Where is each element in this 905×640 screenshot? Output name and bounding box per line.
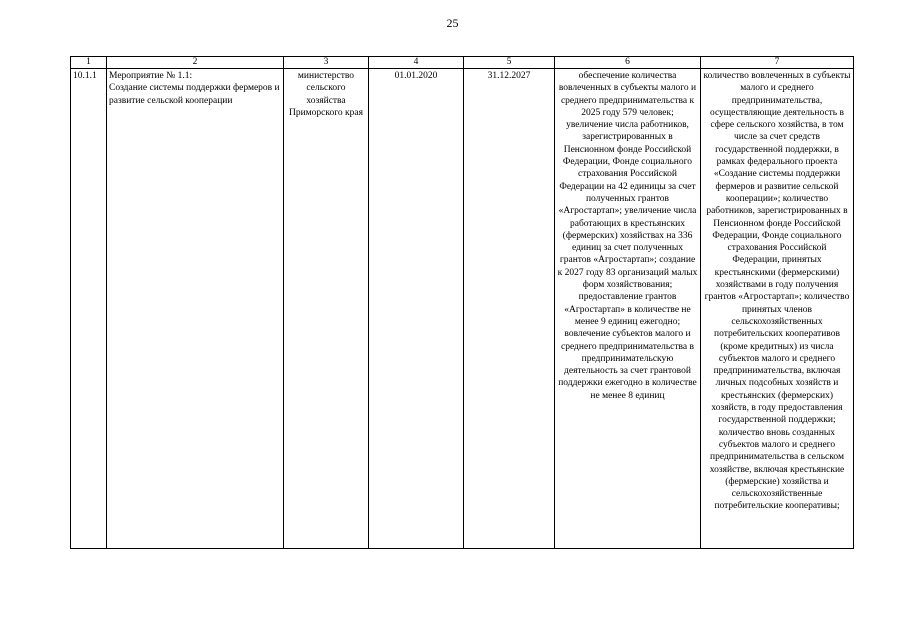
col-header-2: 2: [107, 57, 284, 69]
row-code: 10.1.1: [71, 69, 107, 549]
col-header-6: 6: [555, 57, 701, 69]
event-name: Мероприятие № 1.1: Создание системы поддержки фермеров и развитие сельской кооперации: [107, 69, 284, 549]
document-table: [70, 56, 854, 549]
col-header-1: 1: [71, 57, 107, 69]
start-date: 01.01.2020: [369, 69, 464, 549]
expected-result: обеспечение количества вовлеченных в субъекты малого и среднего предпринимательства к 2025 году 579 человек; увеличение числа работников, зарегистрированных в Пенсионном фонде Российской Федерации, Фонде социального страхования Российской Федерации на 42 единицы за счет полученных грантов «Агростартап»; увеличение числа работающих в крестьянских (фермерских) хозяйствах на 336 единиц за счет полученных грантов «Агростартап»; создание к 2027 году 83 организаций малых форм хозяйствования; предоставление грантов «Агростартап» в количестве не менее 9 единиц ежегодно; вовлечение субъектов малого и среднего предпринимательства в предпринимательскую деятельность за счет грантовой поддержки ежегодно в количестве не менее 8 единиц: [555, 69, 701, 549]
table-row: [71, 69, 854, 549]
col-header-5: 5: [464, 57, 555, 69]
executor: министерство сельского хозяйства Приморского края: [284, 69, 369, 549]
end-date: 31.12.2027: [464, 69, 555, 549]
target-indicators: количество вовлеченных в субъекты малого и среднего предпринимательства, осуществляющие деятельность в сфере сельского хозяйства, в том числе за счет средств государственной поддержки, в рамках федерального проекта «Создание системы поддержки фермеров и развитие сельской кооперации»; количество работников, зарегистрированных в Пенсионном фонде Российской Федерации, Фонде социального страхования Российской Федерации, принятых крестьянскими (фермерскими) хозяйствами в году получения грантов «Агростартап»; количество принятых членов сельскохозяйственных потребительских кооперативов (кроме кредитных) из числа субъектов малого и среднего предпринимательства, включая личных подсобных хозяйств и крестьянских (фермерских) хозяйств, в году предоставления государственной поддержки; количество вновь созданных субъектов малого и среднего предпринимательства в сельском хозяйстве, включая крестьянские (фермерские) хозяйства и сельскохозяйственные потребительские кооперативы;: [701, 69, 854, 549]
col-header-4: 4: [369, 57, 464, 69]
page-number: 25: [446, 16, 459, 30]
header-row: [71, 57, 854, 69]
col-header-3: 3: [284, 57, 369, 69]
col-header-7: 7: [701, 57, 854, 69]
